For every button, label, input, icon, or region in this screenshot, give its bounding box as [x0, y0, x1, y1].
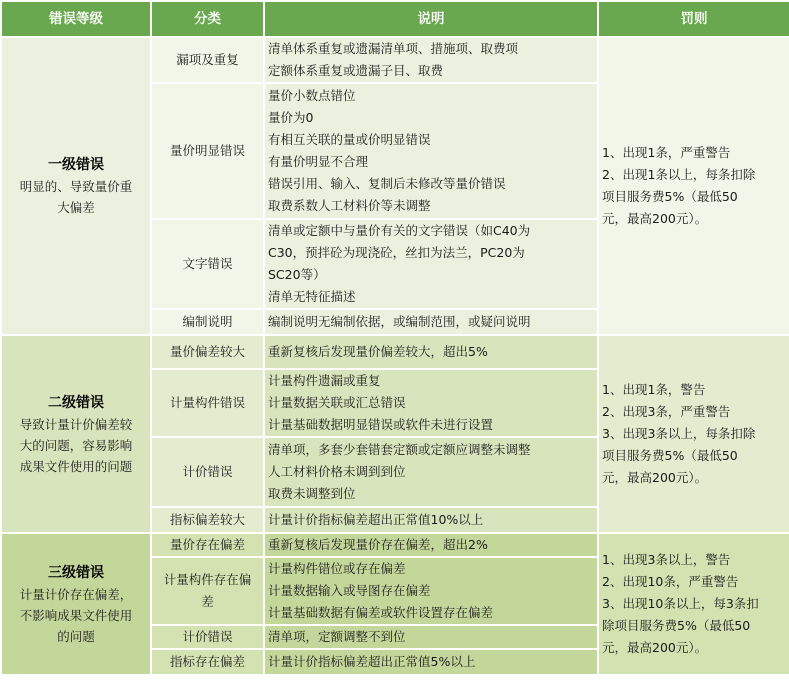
level-cell	[1, 533, 151, 675]
description-line: 计量基础数据明显错误或软件未进行设置	[268, 417, 494, 432]
description-line: 定额体系重复或遗漏子目、取费	[268, 63, 444, 78]
penalty-cell	[598, 37, 789, 335]
category-cell	[151, 557, 264, 625]
description-cell	[264, 335, 598, 369]
category-label: 量价偏差较大	[169, 344, 245, 359]
header-level: 错误等级	[1, 1, 151, 37]
penalty-line: 元，最高200元）。	[602, 211, 708, 226]
penalty-line: 3、出现10条以上，每3条扣	[602, 596, 759, 611]
penalty-line: 除项目服务费5%（最低50	[602, 618, 751, 633]
level-description: 大的问题，容易影响	[19, 437, 133, 453]
penalty-line: 3、出现3条以上，每条扣除	[602, 426, 756, 441]
description-line: 清单无特征描述	[268, 289, 356, 304]
description-cell	[264, 507, 598, 533]
description-line: 清单项，定额调整不到位	[268, 629, 406, 644]
penalty-line: 1、出现1条，警告	[602, 382, 706, 397]
description-cell	[264, 219, 598, 309]
description-line: 编制说明无编制依据，或编制范围，或疑问说明	[268, 314, 531, 329]
description-line: 有相互关联的量或价明显错误	[268, 132, 431, 147]
category-label: 计价错误	[182, 464, 233, 479]
header-category: 分类	[151, 1, 264, 37]
level-description: 大偏差	[57, 200, 95, 215]
description-cell	[264, 557, 598, 625]
description-line: 取费未调整到位	[268, 486, 356, 501]
table-row	[1, 335, 789, 369]
category-label: 计价错误	[182, 629, 233, 644]
description-line: 量价小数点错位	[268, 88, 356, 103]
table-row	[1, 37, 789, 83]
category-cell	[151, 309, 264, 335]
description-line: 取费系数人工材料价等未调整	[268, 198, 431, 213]
description-line: 计量构件遗漏或重复	[268, 373, 381, 388]
description-line: 量价为0	[268, 110, 314, 125]
description-cell	[264, 37, 598, 83]
description-line: 清单体系重复或遗漏清单项、措施项、取费项	[268, 41, 519, 56]
description-cell	[264, 533, 598, 557]
description-line: 错误引用、输入、复制后未修改等量价错误	[268, 176, 506, 191]
level-description: 明显的、导致量价重	[19, 179, 133, 194]
category-cell	[151, 83, 264, 219]
description-line: 计量计价指标偏差超出正常值10%以上	[268, 512, 484, 527]
table-row	[1, 533, 789, 557]
level-title: 三级错误	[48, 564, 104, 581]
category-label: 指标偏差较大	[169, 512, 245, 527]
category-cell	[151, 437, 264, 507]
level-description: 导致计量计价偏差较	[19, 416, 133, 432]
penalty-line: 元，最高200元）。	[602, 470, 708, 485]
penalty-cell	[598, 335, 789, 533]
category-label: 指标存在偏差	[169, 654, 245, 669]
level-cell	[1, 335, 151, 533]
category-cell	[151, 507, 264, 533]
description-line: 清单或定额中与量价有关的文字错误（如C40为	[268, 223, 531, 238]
category-label: 量价存在偏差	[169, 537, 245, 552]
penalty-line: 元，最高200元）。	[602, 640, 708, 655]
penalty-line: 1、出现3条以上，警告	[602, 552, 731, 567]
description-cell	[264, 625, 598, 649]
category-cell	[151, 37, 264, 83]
description-line: 清单项，多套少套错套定额或定额应调整未调整	[268, 442, 531, 457]
description-line: C30，预拌砼为现浇砼，丝扣为法兰，PC20为	[268, 245, 525, 260]
category-cell	[151, 533, 264, 557]
category-cell	[151, 649, 264, 675]
description-line: 人工材料价格未调到到位	[268, 464, 406, 479]
level-description: 成果文件使用的问题	[19, 458, 133, 474]
category-cell	[151, 335, 264, 369]
category-label: 差	[201, 594, 214, 609]
penalty-line: 项目服务费5%（最低50	[602, 448, 738, 463]
description-line: 有量价明显不合理	[268, 154, 369, 169]
description-cell	[264, 437, 598, 507]
description-line: 计量基础数据有偏差或软件设置存在偏差	[268, 605, 494, 620]
level-description: 不影响成果文件使用	[19, 607, 133, 623]
penalty-line: 2、出现10条，严重警告	[602, 574, 739, 589]
penalty-line: 项目服务费5%（最低50	[602, 189, 738, 204]
description-line: 重新复核后发现量价存在偏差，超出2%	[268, 537, 488, 552]
description-cell	[264, 369, 598, 437]
description-line: 重新复核后发现量价偏差较大，超出5%	[268, 344, 488, 359]
category-cell	[151, 625, 264, 649]
description-line: 计量数据输入或导图存在偏差	[268, 583, 431, 598]
description-cell	[264, 83, 598, 219]
description-cell	[264, 309, 598, 335]
penalty-line: 2、出现1条以上，每条扣除	[602, 167, 756, 182]
category-cell	[151, 219, 264, 309]
level-cell	[1, 37, 151, 335]
header-penalty: 罚则	[598, 1, 789, 37]
header-row	[1, 1, 789, 37]
description-line: 计量计价指标偏差超出正常值5%以上	[268, 654, 476, 669]
category-label: 漏项及重复	[176, 52, 239, 67]
level-title: 一级错误	[48, 157, 104, 173]
penalty-cell	[598, 533, 789, 675]
category-label: 计量构件存在偏	[163, 572, 252, 587]
level-description: 的问题	[57, 628, 95, 644]
description-line: 计量构件错位或存在偏差	[268, 561, 406, 576]
description-line: 计量数据关联或汇总错误	[268, 395, 406, 410]
level-title: 二级错误	[48, 394, 104, 411]
description-cell	[264, 649, 598, 675]
level-description: 计量计价存在偏差，	[19, 586, 133, 602]
header-description: 说明	[264, 1, 598, 37]
category-cell	[151, 369, 264, 437]
category-label: 文字错误	[182, 256, 233, 271]
category-label: 量价明显错误	[169, 143, 245, 158]
category-label: 编制说明	[182, 314, 233, 329]
penalty-line: 2、出现3条，严重警告	[602, 404, 731, 419]
category-label: 计量构件错误	[169, 395, 245, 410]
penalty-line: 1、出现1条，严重警告	[602, 145, 731, 160]
description-line: SC20等）	[268, 267, 326, 282]
